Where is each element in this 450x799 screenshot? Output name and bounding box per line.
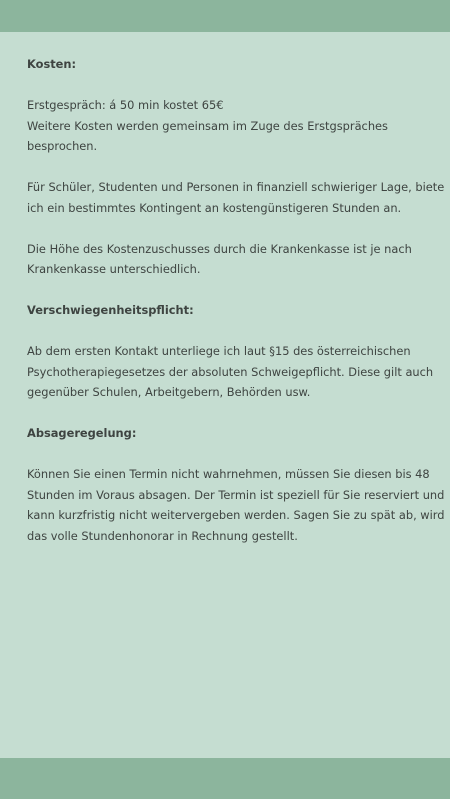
cancellation-text: Können Sie einen Termin nicht wahrnehmen, müssen Sie diesen bis 48 Stunden im Voraus absagen. Der Termin ist speziell für Sie reserviert und kann kurzfristig nicht weitervergeben werden. Sagen Sie zu spät ab, wird das volle Stundenhonorar in Rechnung gestellt. [27, 467, 445, 543]
page-content [27, 54, 447, 546]
costs-first-session: Erstgespräch: á 50 min kostet 65€ [27, 98, 224, 112]
costs-reduced-rates: Für Schüler, Studenten und Personen in finanziell schwieriger Lage, biete ich ein bestimmtes Kontingent an kostengünstigeren Stunden an. [27, 180, 445, 215]
bottom-bar [0, 758, 450, 799]
spacer [27, 218, 447, 239]
top-bar [0, 0, 450, 32]
spacer [27, 280, 447, 301]
spacer [27, 157, 447, 178]
costs-further-costs: Weitere Kosten werden gemeinsam im Zuge des Erstgspräches besprochen. [27, 118, 388, 153]
cancellation-heading: Absageregelung: [27, 426, 137, 440]
spacer [27, 75, 447, 96]
spacer [27, 444, 447, 465]
spacer [27, 403, 447, 424]
costs-heading: Kosten: [27, 57, 77, 71]
confidentiality-heading: Verschwiegenheitspflicht: [27, 303, 194, 317]
costs-insurance-note: Die Höhe des Kostenzuschusses durch die Krankenkasse ist je nach Krankenkasse unterschiedlich. [27, 241, 412, 276]
spacer [27, 321, 447, 342]
confidentiality-text: Ab dem ersten Kontakt unterliege ich laut §15 des österreichischen Psychotherapiegesetzes der absoluten Schweigepflicht. Diese gilt auch gegenüber Schulen, Arbeitgebern, Behörden usw. [27, 344, 434, 399]
